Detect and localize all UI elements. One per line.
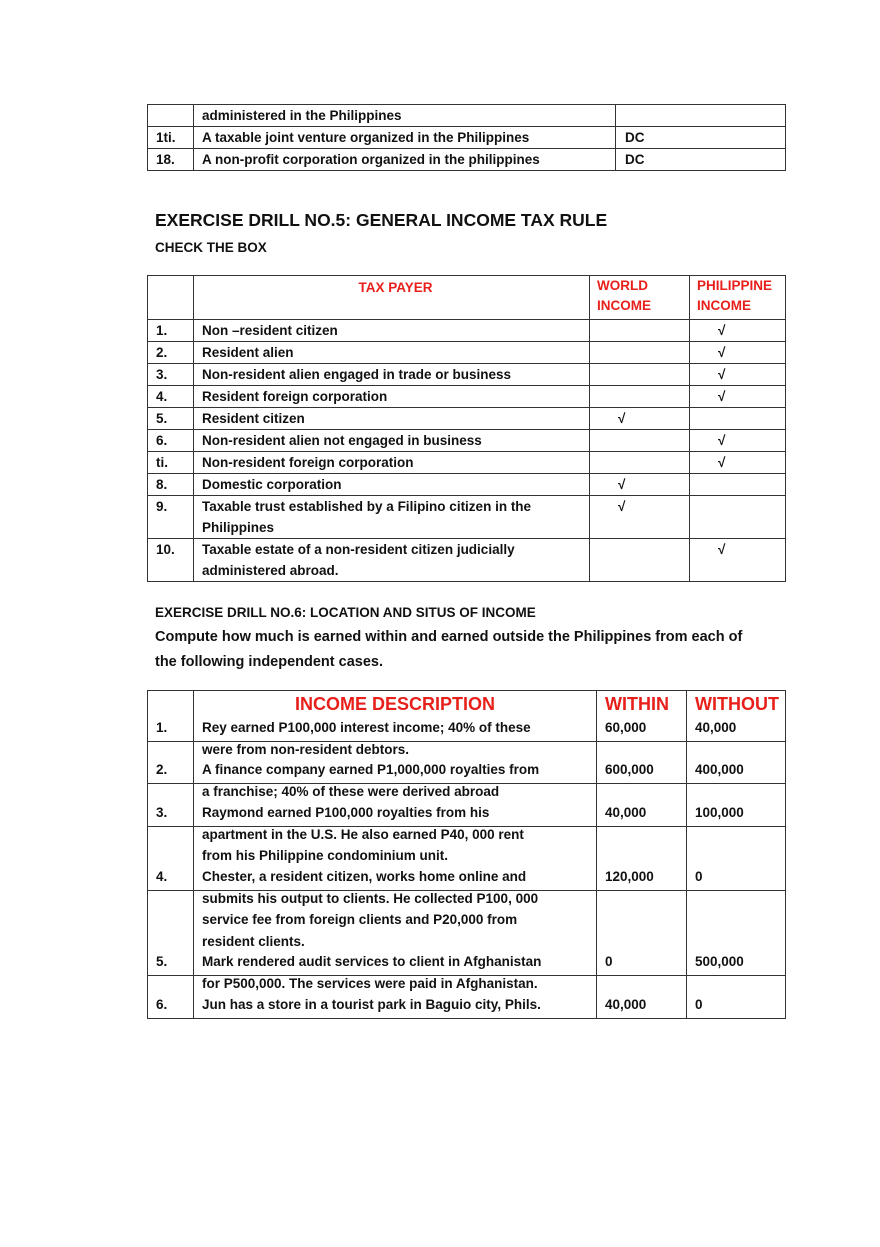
check-mark-icon: √ xyxy=(718,367,726,382)
row-number-content xyxy=(156,717,167,739)
table-row xyxy=(148,127,786,149)
without-value: 40,000 xyxy=(695,720,737,735)
table-row xyxy=(148,149,786,171)
table-row xyxy=(148,364,786,386)
header-tax-payer: TAX PAYER xyxy=(194,276,590,320)
row-number-content xyxy=(156,994,167,1016)
philippine-income-cell[interactable] xyxy=(690,496,786,539)
description-line: Jun has a store in a tourist park in Baguio city, Phils. xyxy=(202,997,541,1012)
check-mark-icon: √ xyxy=(718,542,726,557)
without-value: 400,000 xyxy=(695,762,744,777)
world-income-cell[interactable] xyxy=(590,364,690,386)
philippine-income-cell[interactable] xyxy=(690,364,786,386)
taxpayer-line: administered abroad. xyxy=(202,563,339,578)
column-header: INCOME DESCRIPTION xyxy=(294,694,495,714)
world-income-cell[interactable] xyxy=(590,430,690,452)
check-mark-icon: √ xyxy=(618,411,626,426)
row-classification xyxy=(616,105,786,127)
table-row xyxy=(148,539,786,582)
within-value: 40,000 xyxy=(605,997,647,1012)
number-text: 1. xyxy=(156,720,168,735)
philippine-income-cell[interactable] xyxy=(690,320,786,342)
description-line: Rey earned P100,000 interest income; 40% of these xyxy=(202,720,531,735)
column-header: WITHOUT xyxy=(695,694,779,714)
header-phil-line: INCOME xyxy=(697,298,751,313)
table-row xyxy=(148,452,786,474)
check-mark-icon: √ xyxy=(718,389,726,404)
within-cell-content xyxy=(605,802,646,824)
row-description xyxy=(194,891,597,991)
row-number: 9. xyxy=(148,496,194,539)
within-cell xyxy=(597,691,687,742)
without-cell xyxy=(687,891,786,976)
description-line: Mark rendered audit services to client in Afghanistan xyxy=(202,954,542,969)
taxpayer-line: Taxable estate of a non-resident citizen judicially xyxy=(202,542,515,557)
row-description xyxy=(194,976,597,1019)
income-situs-table xyxy=(147,690,786,1019)
taxpayer-line: Domestic corporation xyxy=(202,477,342,492)
row-number xyxy=(148,691,194,742)
within-value: 600,000 xyxy=(605,762,654,777)
table-row xyxy=(148,320,786,342)
description-line: A finance company earned P1,000,000 royalties from xyxy=(202,762,540,777)
check-mark-icon: √ xyxy=(718,323,726,338)
check-mark-icon: √ xyxy=(718,345,726,360)
description-line: were from non-resident debtors. xyxy=(202,741,410,757)
table-row xyxy=(148,386,786,408)
philippine-income-cell[interactable] xyxy=(690,408,786,430)
without-value: 0 xyxy=(695,869,703,884)
column-header: WITHIN xyxy=(605,694,669,714)
row-number xyxy=(148,827,194,891)
row-number-content xyxy=(156,866,167,888)
drill5-title: EXERCISE DRILL NO.5: GENERAL INCOME TAX RULE xyxy=(155,210,608,230)
within-cell-content xyxy=(605,951,613,973)
row-description-content xyxy=(202,994,541,1016)
header-philippine-income xyxy=(690,276,786,320)
without-cell xyxy=(687,827,786,891)
within-cell xyxy=(597,827,687,891)
row-number xyxy=(148,976,194,1019)
philippine-income-cell[interactable] xyxy=(690,386,786,408)
row-taxpayer xyxy=(194,539,590,582)
drill6-instruction-line: the following independent cases. xyxy=(155,654,383,670)
without-cell-content xyxy=(695,717,736,739)
within-cell-content xyxy=(605,866,654,888)
within-cell-content xyxy=(605,759,654,781)
philippine-income-cell[interactable] xyxy=(690,342,786,364)
row-taxpayer xyxy=(194,474,590,496)
table-row xyxy=(148,691,786,742)
philippine-income-cell[interactable] xyxy=(690,539,786,582)
row-taxpayer xyxy=(194,364,590,386)
description-line: Raymond earned P100,000 royalties from his xyxy=(202,805,490,820)
check-mark-icon: √ xyxy=(618,477,626,492)
table-row xyxy=(148,827,786,891)
table-row xyxy=(148,784,786,827)
row-number-content xyxy=(156,951,167,973)
row-number: 1ti. xyxy=(148,127,194,149)
row-number xyxy=(148,105,194,127)
without-value: 100,000 xyxy=(695,805,744,820)
check-mark-icon: √ xyxy=(718,433,726,448)
table-row xyxy=(148,474,786,496)
table-row xyxy=(148,496,786,539)
row-number: 4. xyxy=(148,386,194,408)
number-text: 6. xyxy=(156,997,168,1012)
row-description xyxy=(194,742,597,799)
taxpayer-line: Resident foreign corporation xyxy=(202,389,388,404)
row-number xyxy=(148,784,194,827)
without-cell-content xyxy=(695,866,703,888)
table-row xyxy=(148,105,786,127)
check-mark-icon: √ xyxy=(618,499,626,514)
within-cell-content xyxy=(605,994,646,1016)
description-line: a franchise; 40% of these were derived abroad xyxy=(202,783,500,799)
without-cell-content xyxy=(695,994,703,1016)
table-row xyxy=(148,408,786,430)
header-world-income xyxy=(590,276,690,320)
general-income-tax-table xyxy=(147,275,786,582)
without-cell xyxy=(687,691,786,742)
taxpayer-line: Non –resident citizen xyxy=(202,323,338,338)
within-cell xyxy=(597,976,687,1019)
row-number: 3. xyxy=(148,364,194,386)
header-row xyxy=(148,276,786,320)
number-text: 4. xyxy=(156,869,168,884)
taxpayer-line: Philippines xyxy=(202,520,275,535)
world-income-cell[interactable] xyxy=(590,539,690,582)
world-income-cell[interactable] xyxy=(590,474,690,496)
taxpayer-line: Non-resident foreign corporation xyxy=(202,455,414,470)
row-number: 5. xyxy=(148,408,194,430)
row-description: A non-profit corporation organized in the philippines xyxy=(194,149,616,171)
description-line: apartment in the U.S. He also earned P40, 000 rent xyxy=(202,826,524,842)
world-income-cell[interactable] xyxy=(590,386,690,408)
row-number: 10. xyxy=(148,539,194,582)
row-number: 2. xyxy=(148,342,194,364)
taxpayer-line: Non-resident alien engaged in trade or business xyxy=(202,367,512,382)
description-line: resident clients. xyxy=(202,933,305,949)
within-cell xyxy=(597,742,687,784)
row-description: A taxable joint venture organized in the Philippines xyxy=(194,127,616,149)
row-number: 6. xyxy=(148,430,194,452)
row-classification: DC xyxy=(616,149,786,171)
without-cell-content xyxy=(695,802,744,824)
row-description: administered in the Philippines xyxy=(194,105,616,127)
continued-taxpayer-table xyxy=(147,104,786,171)
without-cell-content xyxy=(695,951,744,973)
within-value: 0 xyxy=(605,954,613,969)
table-row xyxy=(148,976,786,1019)
description-line: service fee from foreign clients and P20,000 from xyxy=(202,912,518,927)
drill6-title: EXERCISE DRILL NO.6: LOCATION AND SITUS OF INCOME xyxy=(155,605,536,620)
within-cell xyxy=(597,784,687,827)
row-taxpayer xyxy=(194,320,590,342)
without-value: 500,000 xyxy=(695,954,744,969)
number-text: 5. xyxy=(156,954,168,969)
without-cell-content xyxy=(695,759,744,781)
within-cell-content xyxy=(605,717,646,739)
row-number-content xyxy=(156,759,167,781)
without-cell xyxy=(687,742,786,784)
row-taxpayer xyxy=(194,408,590,430)
drill5-subtitle: CHECK THE BOX xyxy=(155,240,267,255)
row-taxpayer xyxy=(194,452,590,474)
header-world-line: WORLD xyxy=(597,278,648,293)
row-taxpayer xyxy=(194,342,590,364)
description-line: for P500,000. The services were paid in Afghanistan. xyxy=(202,975,538,991)
philippine-income-cell[interactable] xyxy=(690,430,786,452)
within-cell xyxy=(597,891,687,976)
world-income-cell[interactable] xyxy=(590,408,690,430)
taxpayer-line: Resident alien xyxy=(202,345,294,360)
number-text: 2. xyxy=(156,762,168,777)
without-cell xyxy=(687,976,786,1019)
without-cell xyxy=(687,784,786,827)
within-value: 40,000 xyxy=(605,805,647,820)
row-description xyxy=(194,784,597,863)
world-income-cell[interactable] xyxy=(590,496,690,539)
philippine-income-cell[interactable] xyxy=(690,452,786,474)
taxpayer-line: Taxable trust established by a Filipino citizen in the xyxy=(202,499,532,514)
row-number: 1. xyxy=(148,320,194,342)
check-mark-icon: √ xyxy=(718,455,726,470)
philippine-income-cell[interactable] xyxy=(690,474,786,496)
row-number-content xyxy=(156,802,167,824)
description-line: Chester, a resident citizen, works home online and xyxy=(202,869,527,884)
row-number: 8. xyxy=(148,474,194,496)
without-value: 0 xyxy=(695,997,703,1012)
description-line: submits his output to clients. He collected P100, 000 xyxy=(202,890,539,906)
row-number xyxy=(148,891,194,976)
world-income-cell[interactable] xyxy=(590,452,690,474)
taxpayer-line: Non-resident alien not engaged in business xyxy=(202,433,482,448)
world-income-cell[interactable] xyxy=(590,320,690,342)
within-value: 60,000 xyxy=(605,720,647,735)
row-taxpayer xyxy=(194,386,590,408)
row-classification: DC xyxy=(616,127,786,149)
drill6-instruction-line: Compute how much is earned within and earned outside the Philippines from each of xyxy=(155,629,743,645)
table-row xyxy=(148,342,786,364)
row-number: ti. xyxy=(148,452,194,474)
row-taxpayer xyxy=(194,496,590,539)
table-row xyxy=(148,891,786,976)
world-income-cell[interactable] xyxy=(590,342,690,364)
row-description xyxy=(194,691,597,757)
table-row xyxy=(148,430,786,452)
header-phil-line: PHILIPPINE xyxy=(697,278,773,293)
row-description xyxy=(194,827,597,949)
within-value: 120,000 xyxy=(605,869,654,884)
description-line: from his Philippine condominium unit. xyxy=(202,848,448,863)
table-row xyxy=(148,742,786,784)
row-taxpayer xyxy=(194,430,590,452)
header-world-line: INCOME xyxy=(597,298,651,313)
row-number xyxy=(148,742,194,784)
number-text: 3. xyxy=(156,805,168,820)
taxpayer-line: Resident citizen xyxy=(202,411,305,426)
row-number: 18. xyxy=(148,149,194,171)
